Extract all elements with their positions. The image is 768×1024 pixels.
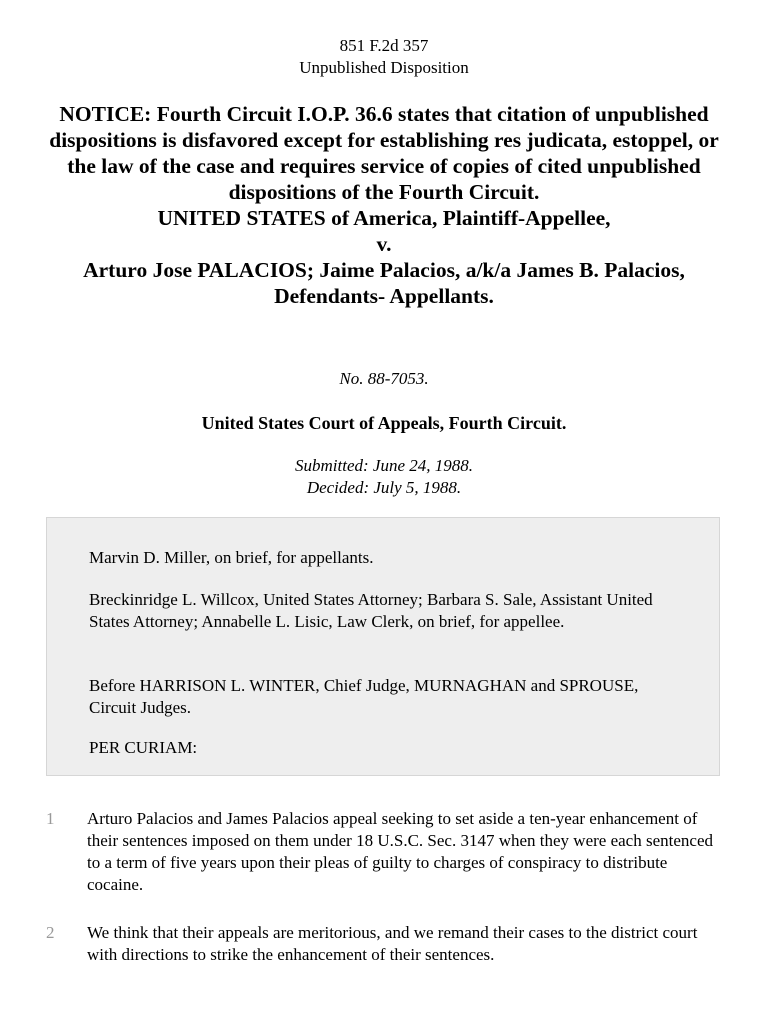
court-name: United States Court of Appeals, Fourth Circuit. <box>201 413 567 433</box>
counsel-appellants: Marvin D. Miller, on brief, for appellants. <box>89 548 374 567</box>
judges-panel: Before HARRISON L. WINTER, Chief Judge, MURNAGHAN and SPROUSE, Circuit Judges. <box>89 676 639 717</box>
plaintiff-party: UNITED STATES of America, Plaintiff-Appellee, <box>157 206 611 230</box>
decided-date: Decided: July 5, 1988. <box>306 478 462 497</box>
docket-number: No. 88-7053. <box>339 369 429 388</box>
counsel-panel <box>46 517 720 776</box>
notice-text: NOTICE: Fourth Circuit I.O.P. 36.6 states that citation of unpublished dispositions is disfavored except for establishing res judicata, estoppel, or the law of the case and requires service of copies of cited unpublished dispositions of the Fourth Circuit. <box>49 102 719 204</box>
case-citation: 851 F.2d 357 <box>339 36 429 55</box>
paragraph-number: 2 <box>46 923 55 942</box>
submitted-date: Submitted: June 24, 1988. <box>295 456 473 475</box>
case-dates <box>0 455 768 499</box>
case-title <box>40 101 728 309</box>
paragraph-text: We think that their appeals are meritorious, and we remand their cases to the district court with directions to strike the enhancement of their sentences. <box>87 923 698 964</box>
versus-text: v. <box>376 232 392 256</box>
per-curiam-label: PER CURIAM: <box>89 738 198 757</box>
paragraph-text: Arturo Palacios and James Palacios appeal seeking to set aside a ten-year enhancement of their sentences imposed on them under 18 U.S.C. Sec. 3147 when they were each sentenced to a term of five years upon their pleas of guilty to charges of conspiracy to distribute cocaine. <box>87 809 713 894</box>
defendant-parties: Arturo Jose PALACIOS; Jaime Palacios, a/k/a James B. Palacios, Defendants- Appellants. <box>83 258 685 308</box>
counsel-appellee: Breckinridge L. Willcox, United States Attorney; Barbara S. Sale, Assistant United States Attorney; Annabelle L. Lisic, Law Clerk, on brief, for appellee. <box>89 590 653 631</box>
disposition-label: Unpublished Disposition <box>299 58 469 77</box>
case-header <box>0 35 768 79</box>
paragraph-number: 1 <box>46 809 55 828</box>
